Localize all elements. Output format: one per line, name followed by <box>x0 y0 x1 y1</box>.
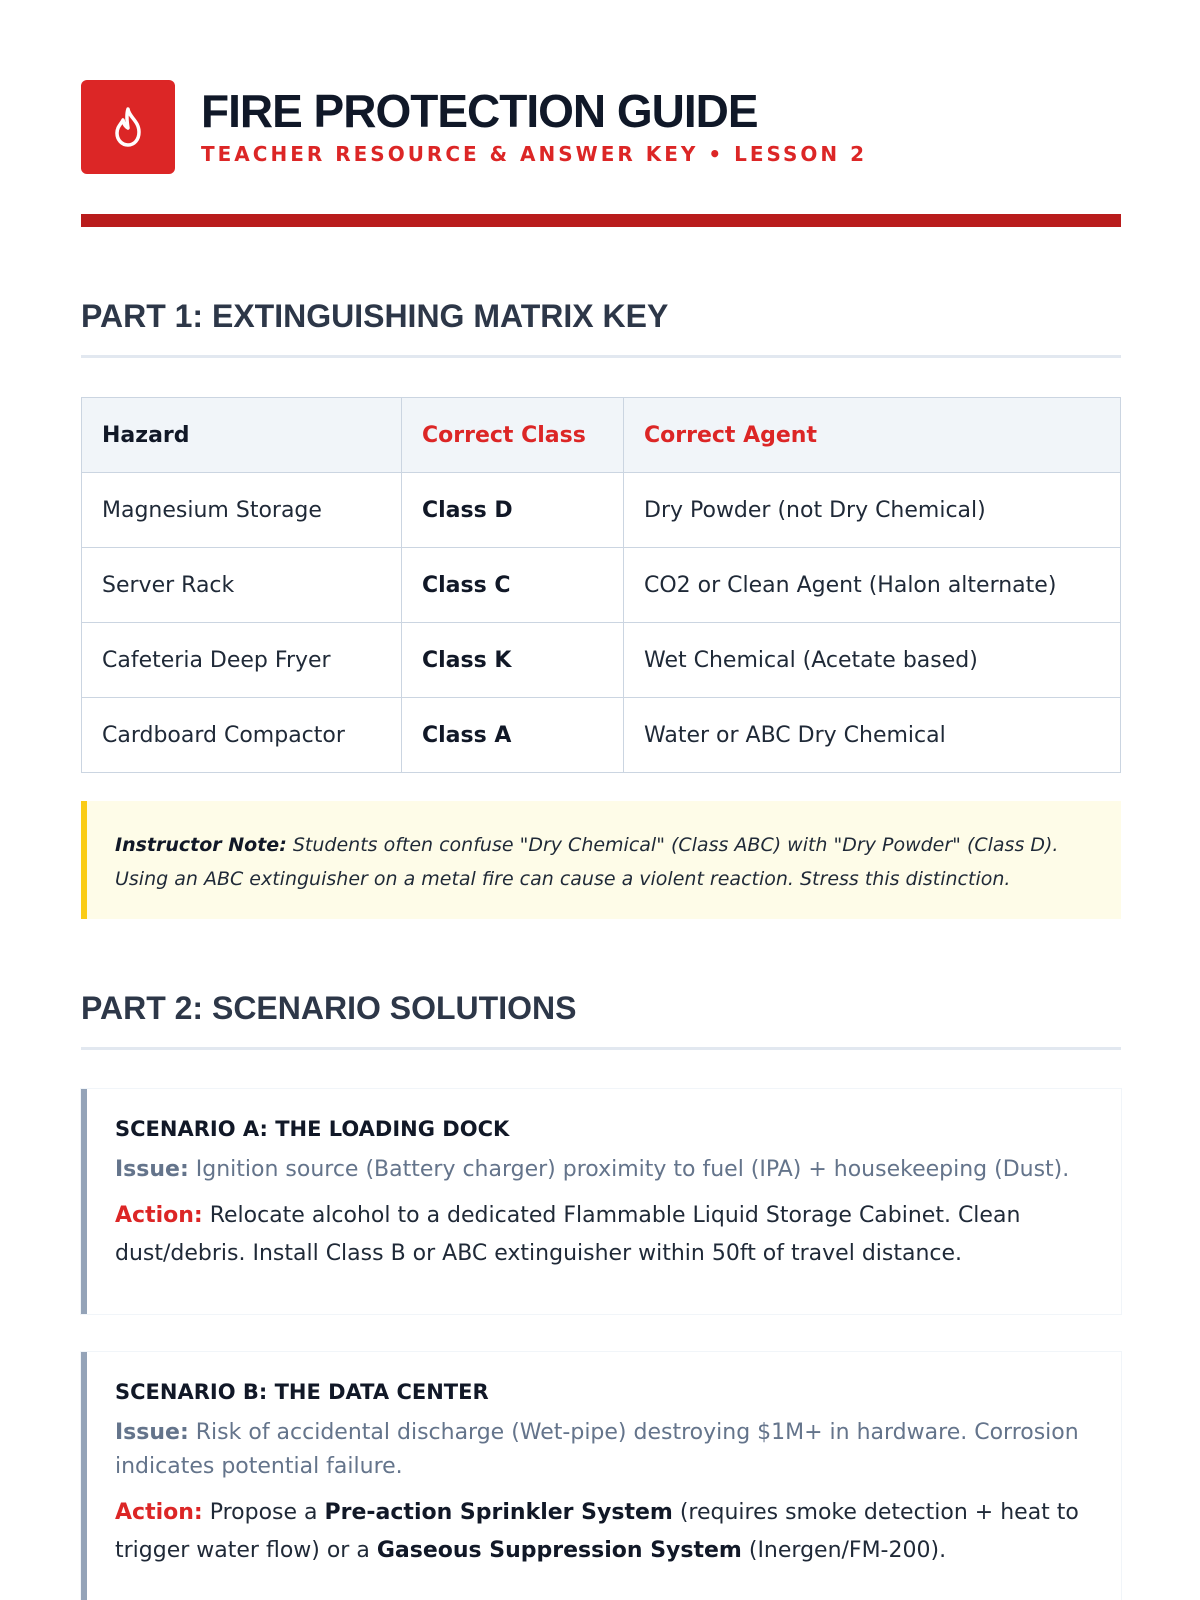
page-title: FIRE PROTECTION GUIDE <box>201 85 758 137</box>
instructor-note <box>81 801 1121 919</box>
cell-agent: Wet Chemical (Acetate based) <box>624 623 1121 698</box>
scenario-card-a <box>81 1089 1121 1314</box>
action-text: Relocate alcohol to a dedicated Flammable Liquid Storage Cabinet. Clean dust/debris. Install Class B or ABC extinguisher within 50ft of travel distance. <box>115 1203 1021 1266</box>
table-row <box>82 473 1121 548</box>
scenario-title: SCENARIO A: THE LOADING DOCK <box>115 1117 510 1141</box>
action-strong-gaseous: Gaseous Suppression System <box>376 1538 742 1563</box>
scenario-action <box>115 1197 1081 1273</box>
cell-class: Class D <box>402 473 624 548</box>
instructor-note-text: Students often confuse "Dry Chemical" (Class ABC) with "Dry Powder" (Class D). Using an ABC extinguisher on a metal fire can cause a violent reaction. Stress this distinction. <box>115 834 1059 890</box>
page-header <box>81 80 1121 175</box>
cell-hazard: Cafeteria Deep Fryer <box>82 623 402 698</box>
action-label: Action: <box>115 1203 203 1228</box>
cell-agent: Dry Powder (not Dry Chemical) <box>624 473 1121 548</box>
column-header-class: Correct Class <box>402 398 624 473</box>
table-row <box>82 623 1121 698</box>
issue-text: Risk of accidental discharge (Wet-pipe) destroying $1M+ in hardware. Corrosion indicates potential failure. <box>115 1420 1079 1479</box>
cell-hazard: Cardboard Compactor <box>82 698 402 773</box>
action-text-mid: (requires smoke detection + heat to trigger water flow) or a <box>115 1500 1079 1563</box>
cell-class: Class A <box>402 698 624 773</box>
cell-hazard: Server Rack <box>82 548 402 623</box>
column-header-hazard: Hazard <box>82 398 402 473</box>
cell-agent: CO2 or Clean Agent (Halon alternate) <box>624 548 1121 623</box>
instructor-note-label: Instructor Note: <box>115 834 287 856</box>
issue-text: Ignition source (Battery charger) proximity to fuel (IPA) + housekeeping (Dust). <box>195 1157 1070 1182</box>
action-text-post: (Inergen/FM-200). <box>748 1538 947 1563</box>
cell-class: Class K <box>402 623 624 698</box>
page-subtitle: TEACHER RESOURCE & ANSWER KEY • LESSON 2 <box>201 142 868 166</box>
cell-class: Class C <box>402 548 624 623</box>
scenario-title: SCENARIO B: THE DATA CENTER <box>115 1380 489 1404</box>
cell-agent: Water or ABC Dry Chemical <box>624 698 1121 773</box>
action-strong-preaction: Pre-action Sprinkler System <box>324 1500 673 1525</box>
table-header-row <box>82 398 1121 473</box>
issue-label: Issue: <box>115 1157 189 1182</box>
column-header-agent: Correct Agent <box>624 398 1121 473</box>
section-heading-part1: PART 1: EXTINGUISHING MATRIX KEY <box>81 298 1121 358</box>
issue-label: Issue: <box>115 1420 189 1445</box>
table-row <box>82 698 1121 773</box>
header-divider <box>81 214 1121 227</box>
cell-hazard: Magnesium Storage <box>82 473 402 548</box>
flame-icon <box>108 105 148 149</box>
extinguishing-matrix-table <box>81 397 1121 773</box>
action-label: Action: <box>115 1500 203 1525</box>
section-heading-part2: PART 2: SCENARIO SOLUTIONS <box>81 990 1121 1050</box>
scenario-issue <box>115 1153 1081 1187</box>
scenario-action <box>115 1494 1081 1570</box>
action-text-pre: Propose a <box>209 1500 318 1525</box>
table-row <box>82 548 1121 623</box>
scenario-card-b <box>81 1352 1121 1600</box>
logo <box>81 80 175 174</box>
scenario-issue <box>115 1416 1081 1484</box>
